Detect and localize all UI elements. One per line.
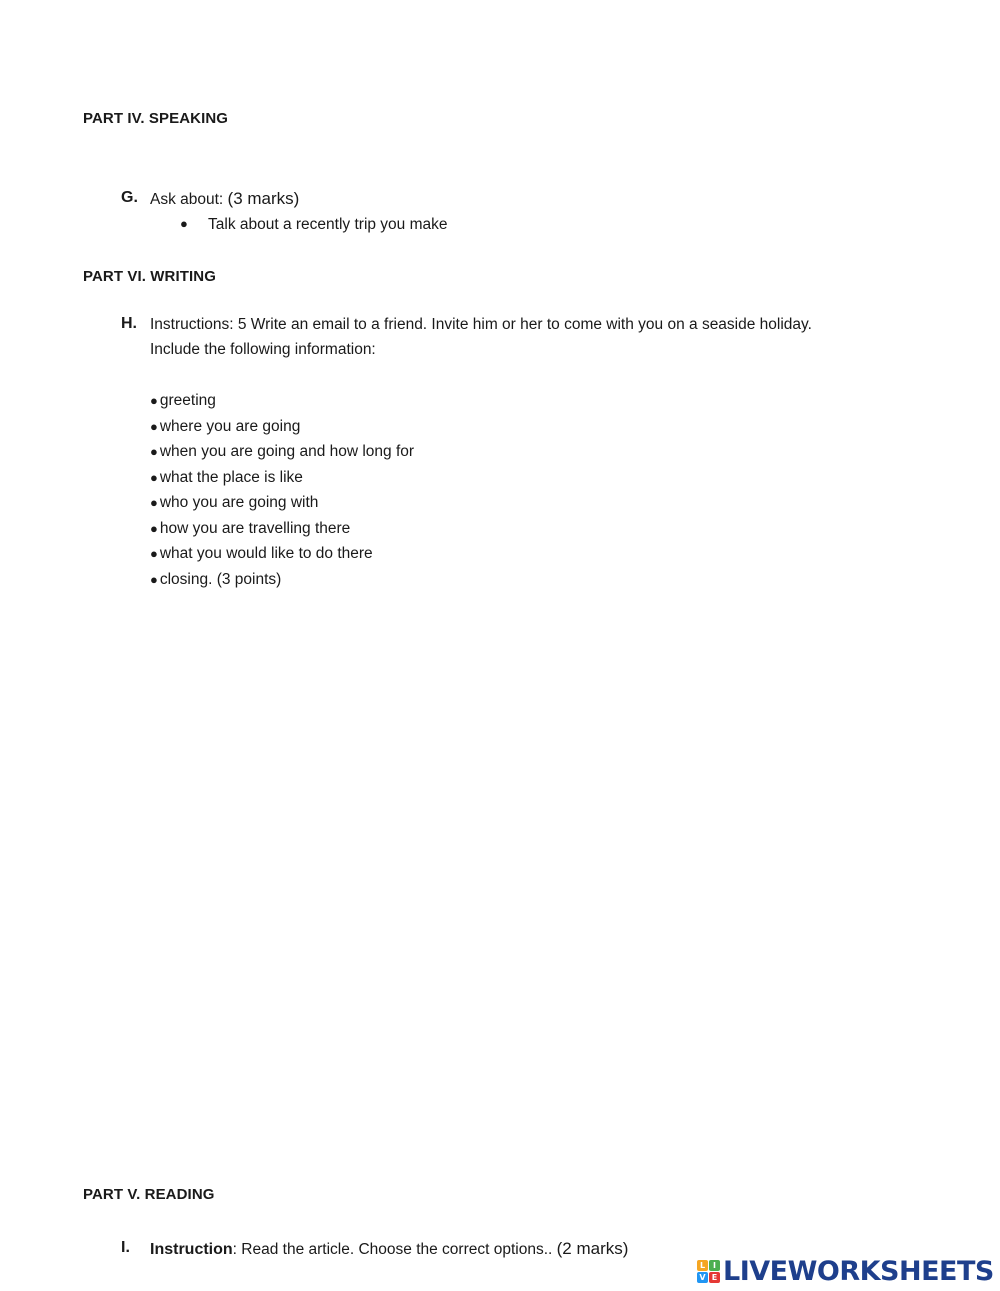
reading-instruction-marks: (2 marks) — [556, 1239, 629, 1258]
speaking-bullet-text: Talk about a recently trip you make — [208, 216, 448, 233]
reading-instruction-label: Instruction — [150, 1241, 233, 1258]
list-item — [150, 439, 414, 465]
logo-text: LIVEWORKSHEETS — [723, 1255, 994, 1287]
logo-tiles-icon — [697, 1260, 720, 1283]
list-item-text: who you are going with — [159, 494, 319, 511]
bullet-icon: ● — [180, 216, 188, 231]
list-item-text: what the place is like — [159, 468, 303, 486]
reading-heading: PART V. READING — [83, 1186, 215, 1203]
list-item — [150, 414, 414, 440]
list-item — [150, 465, 414, 491]
list-item — [150, 516, 414, 542]
bullet-icon: ● — [150, 418, 158, 434]
list-item — [150, 490, 414, 516]
writing-heading: PART VI. WRITING — [83, 268, 216, 285]
list-item — [150, 388, 414, 414]
question-letter-i: I. — [121, 1239, 130, 1256]
list-item-text: where you are going — [159, 417, 301, 435]
list-item-text: how you are travelling there — [159, 519, 351, 537]
bullet-icon: ● — [150, 546, 158, 561]
bullet-icon: ● — [150, 520, 158, 536]
list-item-text: greeting — [159, 392, 216, 409]
reading-instruction — [150, 1236, 628, 1262]
speaking-question — [150, 186, 299, 212]
logo-tile: I — [709, 1260, 720, 1271]
bullet-icon: ● — [150, 393, 158, 408]
writing-info-list — [150, 388, 414, 592]
writing-instruction — [150, 312, 812, 362]
question-letter-h: H. — [121, 315, 137, 332]
speaking-question-marks: (3 marks) — [227, 189, 300, 208]
question-letter-g: G. — [121, 189, 138, 206]
logo-tile: L — [697, 1260, 708, 1271]
writing-instruction-line-1: Instructions: 5 Write an email to a friend. Invite him or her to come with you on a seaside holiday. — [150, 316, 812, 333]
list-item-text: what you would like to do there — [159, 545, 373, 562]
bullet-icon: ● — [150, 444, 158, 459]
logo-tile: V — [697, 1272, 708, 1283]
liveworksheets-logo — [697, 1255, 994, 1287]
list-item — [150, 567, 414, 593]
bullet-icon: ● — [150, 571, 158, 587]
list-item-text: closing. (3 points) — [159, 570, 282, 588]
reading-instruction-text: : Read the article. Choose the correct options.. — [232, 1241, 557, 1258]
speaking-question-prefix: Ask about: — [150, 191, 228, 208]
list-item — [150, 541, 414, 567]
list-item-text: when you are going and how long for — [159, 443, 415, 460]
writing-instruction-line-2: Include the following information: — [150, 341, 376, 358]
bullet-icon: ● — [150, 495, 158, 510]
logo-tile: E — [709, 1272, 720, 1283]
bullet-icon: ● — [150, 469, 158, 485]
speaking-heading: PART IV. SPEAKING — [83, 110, 229, 127]
